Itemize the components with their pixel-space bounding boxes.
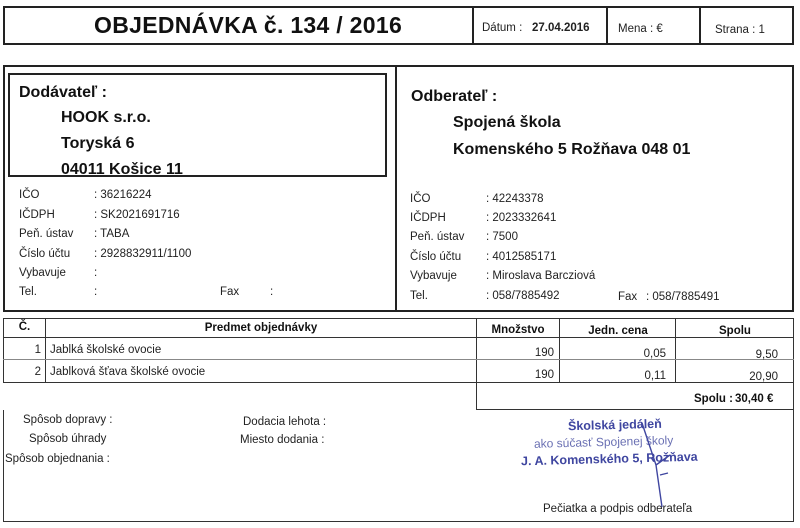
supplier-fax-label: Fax <box>220 286 240 298</box>
order-method-label: Spôsob objednania : <box>5 453 110 465</box>
payment-label: Spôsob úhrady <box>29 433 107 445</box>
customer-name: Spojená škola <box>453 114 561 131</box>
customer-tel-label: Tel. <box>410 290 428 302</box>
order-title: OBJEDNÁVKA č. 134 / 2016 <box>94 12 403 38</box>
row1-no: 1 <box>34 344 41 356</box>
delivery-term-label: Dodacia lehota : <box>243 416 327 428</box>
customer-account-label: Číslo účtu <box>410 251 462 263</box>
date-value: 27.04.2016 <box>532 22 590 34</box>
col-total-header: Spolu <box>719 325 751 337</box>
supplier-icdph-label: IČDPH <box>19 209 55 221</box>
col-item-header: Predmet objednávky <box>204 322 318 334</box>
supplier-city: 04011 Košice 11 <box>61 161 183 178</box>
supplier-ico-label: IČO <box>19 189 40 201</box>
customer-account: : 4012585171 <box>486 251 557 263</box>
row2-qty: 190 <box>534 369 554 381</box>
supplier-fax: : <box>270 286 274 298</box>
customer-handled: : Miroslava Barcziová <box>486 270 596 282</box>
col-price-header: Jedn. cena <box>588 325 648 337</box>
parties-divider <box>395 67 397 312</box>
grand-total-label: Spolu : <box>694 393 733 405</box>
supplier-street: Toryská 6 <box>61 135 135 152</box>
customer-icdph-label: IČDPH <box>410 212 446 224</box>
customer-ico: : 42243378 <box>486 193 544 205</box>
customer-bank-label: Peň. ústav <box>410 231 465 243</box>
row2-item: Jablková šťava školské ovocie <box>50 366 206 378</box>
stamp-line-2: ako súčasť Spojenej školy <box>533 433 674 451</box>
transport-label: Spôsob dopravy : <box>23 414 113 426</box>
signature-mark <box>630 415 680 515</box>
customer-bank: : 7500 <box>486 231 518 243</box>
supplier-bank-label: Peň. ústav <box>19 228 74 240</box>
supplier-name: HOOK s.r.o. <box>61 109 151 126</box>
customer-icdph: : 2023332641 <box>486 212 557 224</box>
customer-fax: : 058/7885491 <box>646 291 720 303</box>
col-no-header: Č. <box>18 321 31 333</box>
row1-total: 9,50 <box>755 349 778 361</box>
customer-handled-label: Vybavuje <box>410 270 457 282</box>
supplier-account: : 2928832911/1100 <box>94 248 192 260</box>
supplier-heading: Dodávateľ : <box>19 84 107 101</box>
row2-price: 0,11 <box>644 370 666 382</box>
stamp-line-1: Školská jedáleň <box>567 416 662 434</box>
customer-ico-label: IČO <box>410 193 431 205</box>
supplier-ico: : 36216224 <box>94 189 152 201</box>
delivery-place-label: Miesto dodania : <box>240 434 325 446</box>
customer-fax-label: Fax <box>618 291 638 303</box>
supplier-tel: : <box>94 286 98 298</box>
header-divider-1 <box>472 6 474 45</box>
header-divider-2 <box>606 6 608 45</box>
header-divider-3 <box>699 6 701 45</box>
col-qty-header: Množstvo <box>491 324 545 336</box>
supplier-handled-label: Vybavuje <box>19 267 66 279</box>
supplier-account-label: Číslo účtu <box>19 248 71 260</box>
signature-label: Pečiatka a podpis odberateľa <box>543 503 693 515</box>
grand-total-value: 30,40 € <box>735 393 774 405</box>
row2-no: 2 <box>34 366 41 378</box>
customer-heading: Odberateľ : <box>411 88 498 105</box>
supplier-handled: : <box>94 267 98 279</box>
stamp-line-3: J. A. Komenského 5, Rožňava <box>520 449 698 469</box>
row1-price: 0,05 <box>643 348 666 360</box>
customer-address: Komenského 5 Rožňava 048 01 <box>453 141 691 158</box>
date-label: Dátum : <box>482 22 523 34</box>
row1-item: Jablká školské ovocie <box>50 344 162 356</box>
row2-total: 20,90 <box>749 371 778 383</box>
customer-tel: : 058/7885492 <box>486 290 560 302</box>
supplier-icdph: : SK2021691716 <box>94 209 180 221</box>
page-number: Strana : 1 <box>715 24 765 36</box>
supplier-tel-label: Tel. <box>19 286 37 298</box>
supplier-bank: : TABA <box>94 228 130 240</box>
row1-qty: 190 <box>534 347 554 359</box>
currency: Mena : € <box>618 23 663 35</box>
